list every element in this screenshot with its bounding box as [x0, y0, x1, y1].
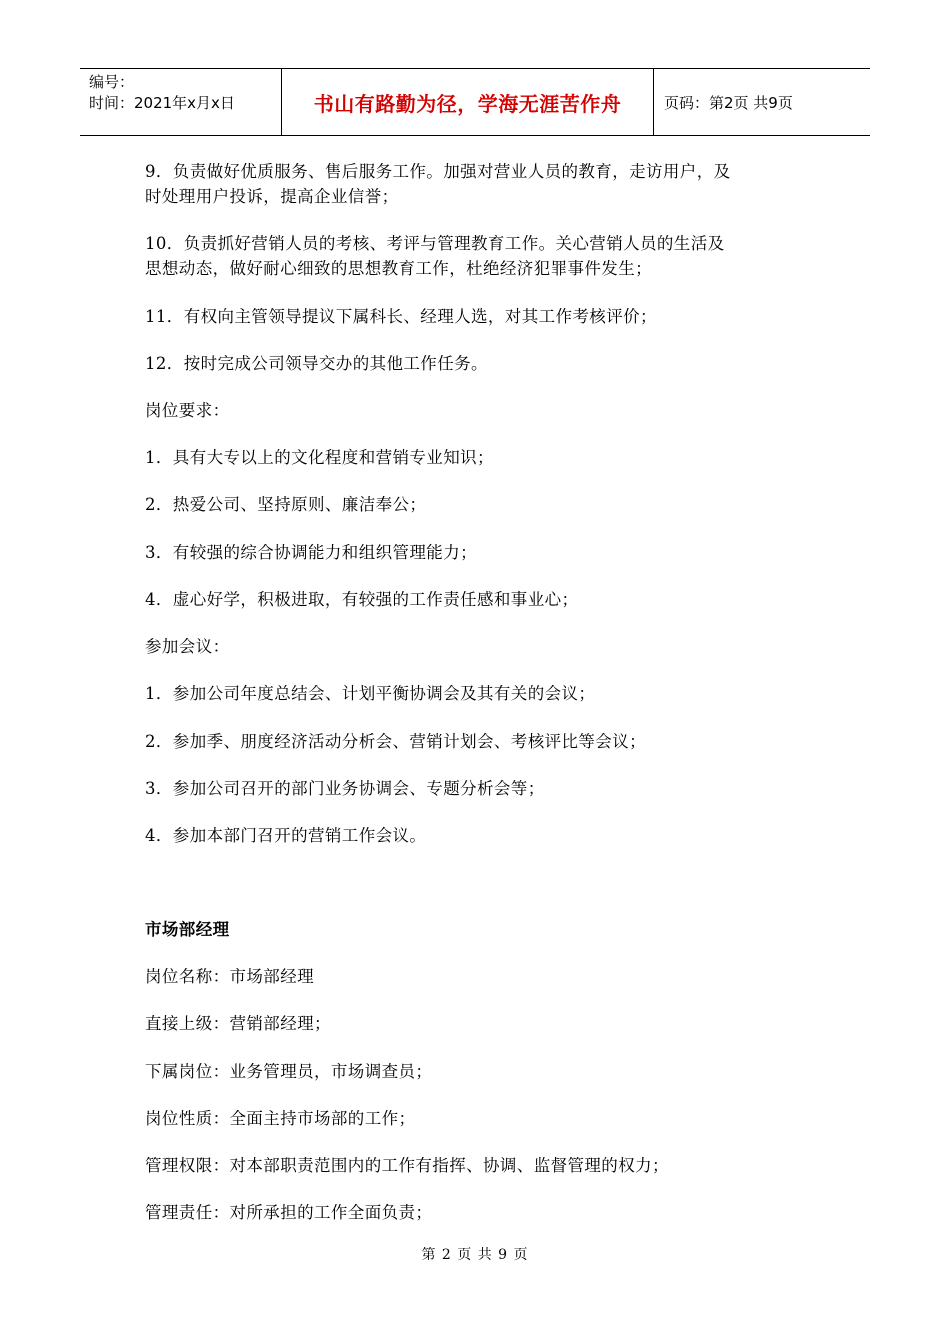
document-number-label: 编号：: [89, 73, 135, 91]
document-date-label: 时间：2021年x月x日: [89, 94, 235, 112]
paragraph-line: 12．按时完成公司领导交办的其他工作任务。: [145, 354, 488, 373]
paragraph-line: 2．参加季、朋度经济活动分析会、营销计划会、考核评比等会议；: [145, 732, 646, 751]
paragraph-line: 3．有较强的综合协调能力和组织管理能力；: [145, 543, 477, 562]
paragraph-line: 岗位性质：全面主持市场部的工作；: [145, 1109, 416, 1128]
paragraph-line: 岗位名称：市场部经理: [145, 967, 314, 986]
paragraph-line: 管理责任：对所承担的工作全面负责；: [145, 1203, 433, 1222]
paragraph-line: 直接上级：营销部经理；: [145, 1014, 331, 1033]
document-body: [145, 0, 815, 1344]
page-footer: 第 2 页 共 9 页: [421, 1247, 529, 1263]
paragraph-line: 1．参加公司年度总结会、计划平衡协调会及其有关的会议；: [145, 684, 596, 703]
paragraph-line: 思想动态，做好耐心细致的思想教育工作，杜绝经济犯罪事件发生；: [145, 259, 652, 278]
paragraph-line: 11．有权向主管领导提议下属科长、经理人选，对其工作考核评价；: [145, 307, 657, 326]
paragraph-line: 3．参加公司召开的部门业务协调会、专题分析会等；: [145, 779, 545, 798]
paragraph-line: 9．负责做好优质服务、售后服务工作。加强对营业人员的教育，走访用户，及: [145, 162, 731, 181]
paragraph-line: 10．负责抓好营销人员的考核、考评与管理教育工作。关心营销人员的生活及: [145, 234, 725, 253]
section-title: 市场部经理: [145, 920, 230, 939]
paragraph-line: 时处理用户投诉，提高企业信誉；: [145, 187, 399, 206]
paragraph-line: 1．具有大专以上的文化程度和营销专业知识；: [145, 448, 494, 467]
header-motto: 书山有路勤为径，学海无涯苦作舟: [282, 69, 654, 135]
paragraph-line: 下属岗位：业务管理员，市场调查员；: [145, 1062, 433, 1081]
paragraph-line: 管理权限：对本部职责范围内的工作有指挥、协调、监督管理的权力；: [145, 1156, 669, 1175]
paragraph-line: 4．参加本部门召开的营销工作会议。: [145, 826, 427, 845]
section-heading: 参加会议：: [145, 637, 230, 656]
header-page-info: 页码：第2页 共9页: [664, 93, 793, 112]
paragraph-line: 4．虚心好学，积极进取，有较强的工作责任感和事业心；: [145, 590, 579, 609]
section-heading: 岗位要求：: [145, 401, 230, 420]
paragraph-line: 2．热爱公司、坚持原则、廉洁奉公；: [145, 495, 427, 514]
